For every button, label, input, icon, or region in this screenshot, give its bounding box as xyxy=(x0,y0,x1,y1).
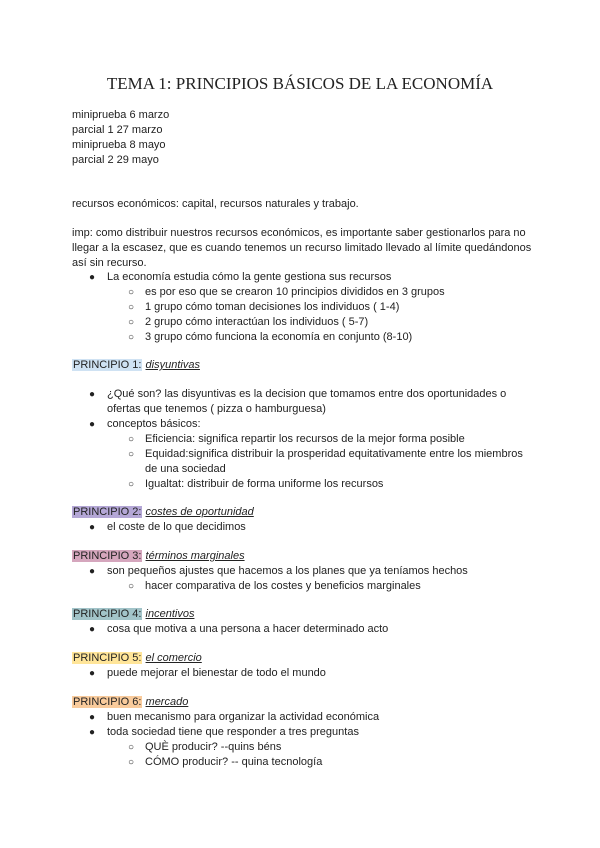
date-line: miniprueba 8 mayo xyxy=(72,139,166,151)
bullet-icon: ● xyxy=(89,727,96,738)
sub-list-item-text: Eficiencia: significa repartir los recursos de la mejor forma posible xyxy=(145,433,465,445)
principle-heading xyxy=(72,549,245,564)
date-line: miniprueba 6 marzo xyxy=(72,109,170,121)
bullet-icon: ● xyxy=(89,712,96,723)
bullet-icon: ● xyxy=(89,624,96,635)
list-item-text: buen mecanismo para organizar la actividad económica xyxy=(107,711,380,723)
sub-list-item-text: 2 grupo cómo interactúan los individuos ( 5-7) xyxy=(145,316,369,328)
circle-bullet-icon: ○ xyxy=(128,332,135,343)
imp-paragraph: imp: como distribuir nuestros recursos económicos, es importante saber gestionarlos para no llegar a la escasez, que es cuando tenemos un recurso limitado llevado al límite quedándonos así sin recurso. xyxy=(72,227,532,269)
principle-name: incentivos xyxy=(145,608,195,620)
bullet-icon: ● xyxy=(89,522,96,533)
bullet-icon: ● xyxy=(89,668,96,679)
principle-label: PRINCIPIO 2: xyxy=(73,506,142,518)
sub-list-item-text: CÓMO producir? -- quina tecnología xyxy=(145,756,323,768)
list-item-text: La economía estudia cómo la gente gestiona sus recursos xyxy=(107,271,392,283)
list-item-text: puede mejorar el bienestar de todo el mundo xyxy=(107,667,326,679)
sub-list-item-text: Igualtat: distribuir de forma uniforme los recursos xyxy=(145,478,384,490)
circle-bullet-icon: ○ xyxy=(128,302,135,313)
principle-heading xyxy=(72,358,200,373)
date-line: parcial 1 27 marzo xyxy=(72,124,163,136)
date-line: parcial 2 29 mayo xyxy=(72,154,159,166)
principle-heading xyxy=(72,651,202,666)
principle-name: disyuntivas xyxy=(145,359,200,371)
recursos-text: recursos económicos: capital, recursos naturales y trabajo. xyxy=(72,198,359,210)
circle-bullet-icon: ○ xyxy=(128,449,135,460)
bullet-icon: ● xyxy=(89,272,96,283)
bullet-icon: ● xyxy=(89,389,96,400)
sub-list-item-text: hacer comparativa de los costes y beneficios marginales xyxy=(145,580,421,592)
principle-label: PRINCIPIO 6: xyxy=(73,696,142,708)
sub-list-item-text: Equidad:significa distribuir la prosperidad equitativamente entre los miembros de una sociedad xyxy=(145,448,523,475)
list-item-text: conceptos básicos: xyxy=(107,418,201,430)
principle-label: PRINCIPIO 1: xyxy=(73,359,142,371)
bullet-icon: ● xyxy=(89,566,96,577)
bullet-icon: ● xyxy=(89,419,96,430)
principle-heading xyxy=(72,505,254,520)
circle-bullet-icon: ○ xyxy=(128,581,135,592)
circle-bullet-icon: ○ xyxy=(128,287,135,298)
principle-name: mercado xyxy=(145,696,189,708)
list-item-text: cosa que motiva a una persona a hacer determinado acto xyxy=(107,623,389,635)
principle-name: términos marginales xyxy=(145,550,245,562)
sub-list-item-text: 3 grupo cómo funciona la economía en conjunto (8-10) xyxy=(145,331,413,343)
circle-bullet-icon: ○ xyxy=(128,317,135,328)
principle-name: costes de oportunidad xyxy=(145,506,254,518)
sub-list-item-text: es por eso que se crearon 10 principios divididos en 3 grupos xyxy=(145,286,445,298)
principle-label: PRINCIPIO 5: xyxy=(73,652,142,664)
list-item-text: el coste de lo que decidimos xyxy=(107,521,246,533)
principle-heading xyxy=(72,695,188,710)
circle-bullet-icon: ○ xyxy=(128,742,135,753)
sub-list-item-text: 1 grupo cómo toman decisiones los individuos ( 1-4) xyxy=(145,301,400,313)
circle-bullet-icon: ○ xyxy=(128,479,135,490)
list-item-text: ¿Qué son? las disyuntivas es la decision que tomamos entre dos oportunidades o ofertas que tenemos ( pizza o hamburguesa) xyxy=(107,388,507,415)
principle-heading xyxy=(72,607,194,622)
page-title: TEMA 1: PRINCIPIOS BÁSICOS DE LA ECONOMÍA xyxy=(106,74,494,93)
principle-label: PRINCIPIO 4: xyxy=(73,608,142,620)
principle-label: PRINCIPIO 3: xyxy=(73,550,142,562)
list-item-text: toda sociedad tiene que responder a tres preguntas xyxy=(107,726,359,738)
circle-bullet-icon: ○ xyxy=(128,434,135,445)
principle-name: el comercio xyxy=(145,652,202,664)
circle-bullet-icon: ○ xyxy=(128,757,135,768)
list-item-text: son pequeños ajustes que hacemos a los planes que ya teníamos hechos xyxy=(107,565,468,577)
sub-list-item-text: QUÈ producir? --quins béns xyxy=(145,741,282,753)
